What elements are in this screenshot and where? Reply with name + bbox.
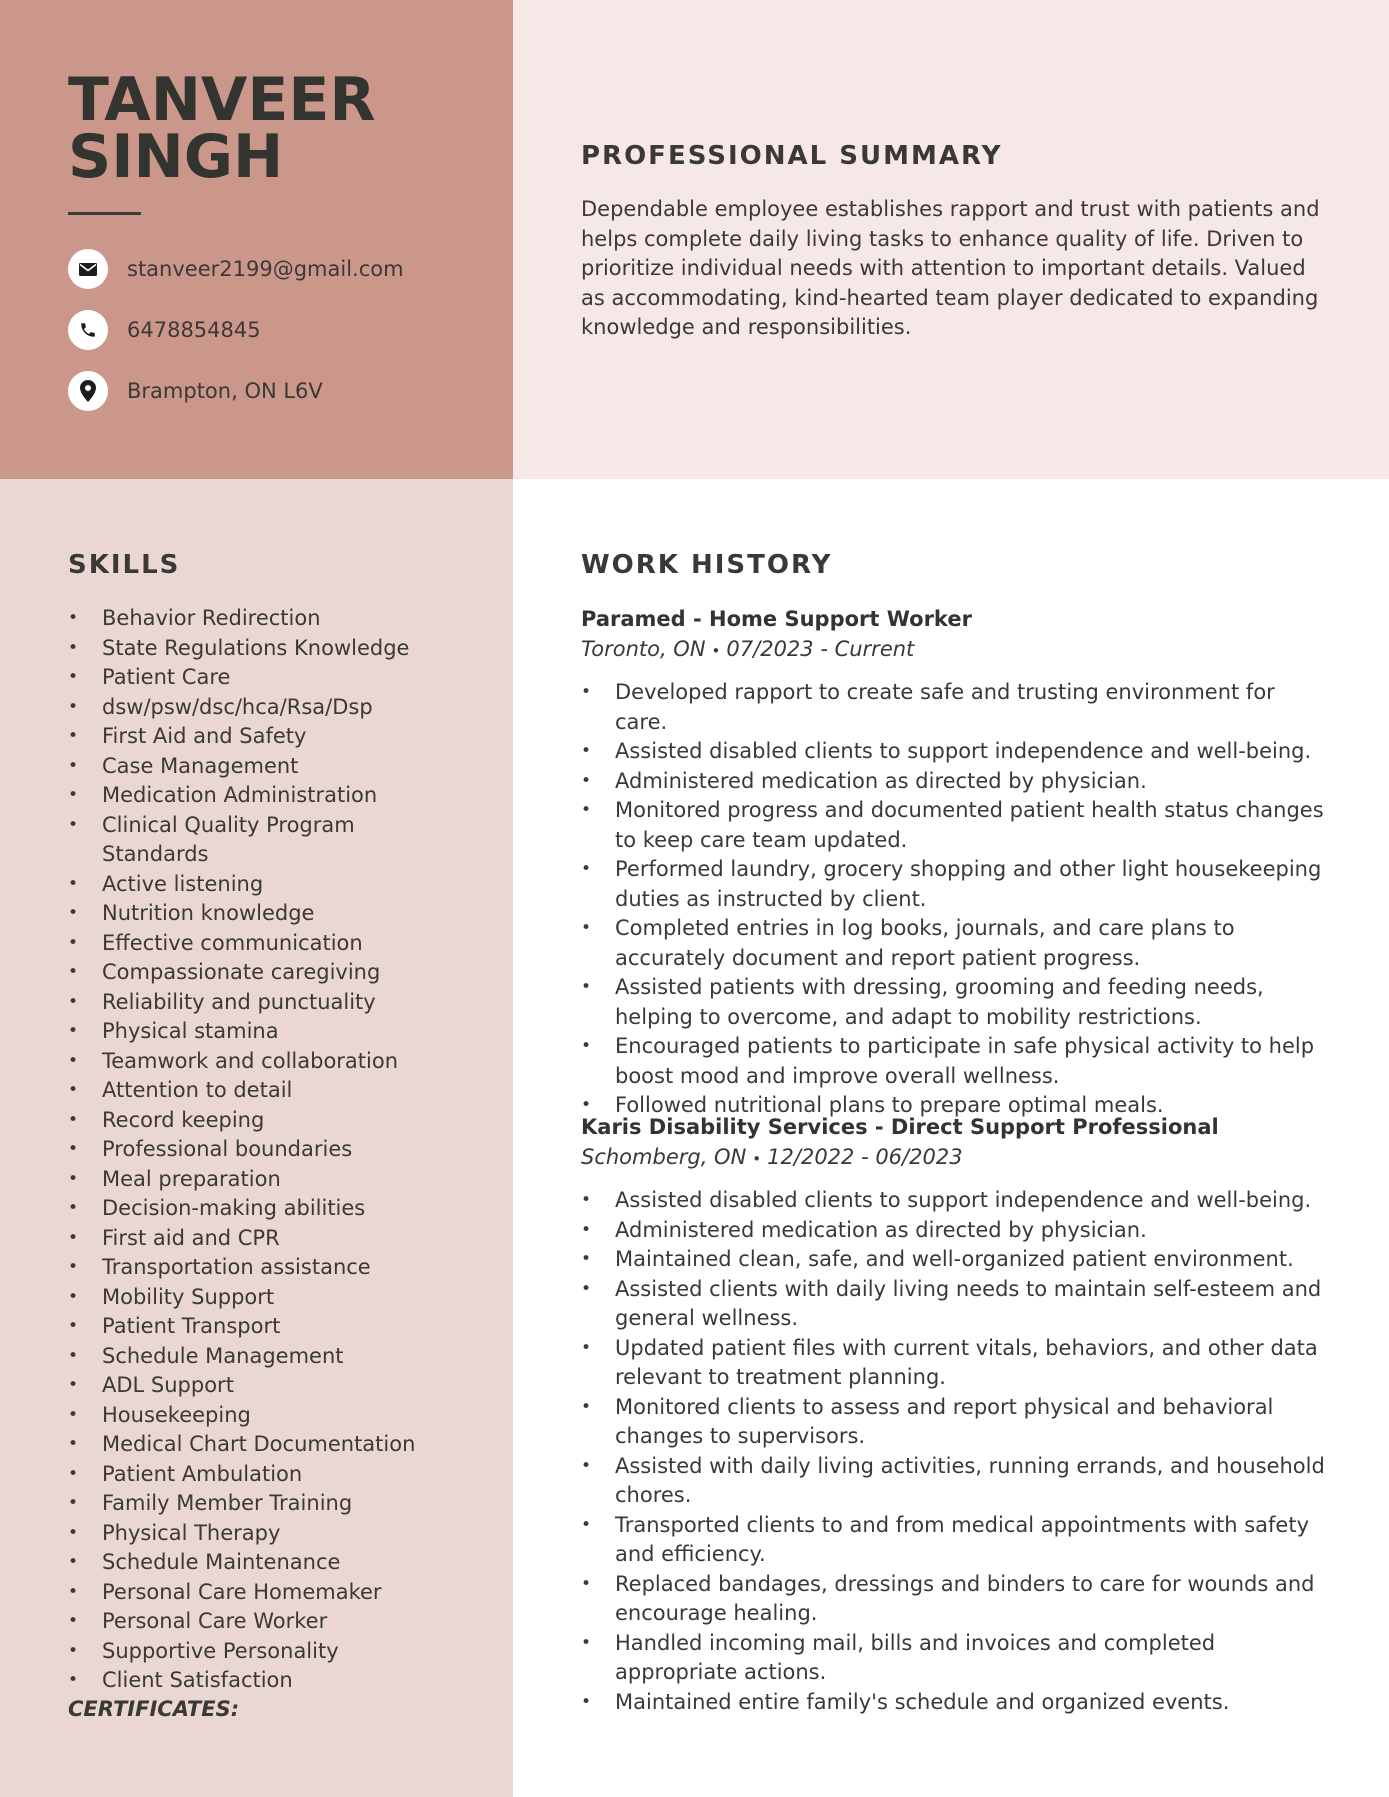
contact-phone <box>68 310 261 350</box>
job-bullet: • Developed rapport to create safe and trusting environment for care. <box>581 678 1331 737</box>
work-history-heading: WORK HISTORY <box>581 550 833 580</box>
skill-item: • First aid and CPR <box>68 1224 488 1254</box>
skill-item: • Schedule Management <box>68 1342 488 1372</box>
skill-item: • Family Member Training <box>68 1489 488 1519</box>
job-bullet: • Monitored clients to assess and report physical and behavioral changes to supervisors. <box>581 1393 1331 1452</box>
skill-item: • Personal Care Worker <box>68 1607 488 1637</box>
job-location: Schomberg, ON <box>581 1145 747 1169</box>
envelope-icon <box>68 249 108 289</box>
skills-list <box>68 604 488 1696</box>
job-bullet: • Administered medication as directed by physician. <box>581 1216 1331 1246</box>
summary-text: Dependable employee establishes rapport and trust with patients and helps complete daily living tasks to enhance quality of life. Driven to prioritize individual needs with attention to important details. Valued as accommodating, kind-hearted team player dedicated to expanding knowledge and responsibilities. <box>581 197 1320 339</box>
job-bullet: • Completed entries in log books, journals, and care plans to accurately document and report patient progress. <box>581 914 1331 973</box>
skill-item: • Effective communication <box>68 929 488 959</box>
job-bullet: • Updated patient files with current vitals, behaviors, and other data relevant to treatment planning. <box>581 1334 1331 1393</box>
job-location: Toronto, ON <box>581 637 706 661</box>
skill-item: • Medication Administration <box>68 781 488 811</box>
job-dates: 12/2022 - 06/2023 <box>767 1145 963 1169</box>
skill-item: • Professional boundaries <box>68 1135 488 1165</box>
job-dates: 07/2023 - Current <box>726 637 915 661</box>
skills-heading: SKILLS <box>68 550 181 580</box>
meta-separator: • <box>752 1150 762 1168</box>
skill-item: • Patient Transport <box>68 1312 488 1342</box>
skill-item: • Compassionate caregiving <box>68 958 488 988</box>
email-text[interactable]: stanveer2199@gmail.com <box>127 257 404 281</box>
skill-item: • Patient Ambulation <box>68 1460 488 1490</box>
name-last: SINGH <box>68 122 284 192</box>
job-bullet: • Replaced bandages, dressings and binders to care for wounds and encourage healing. <box>581 1570 1331 1629</box>
job-title: Paramed - Home Support Worker <box>581 607 972 631</box>
skill-item: • Personal Care Homemaker <box>68 1578 488 1608</box>
meta-separator: • <box>711 642 721 660</box>
contact-location <box>68 371 323 411</box>
job-bullet: • Assisted disabled clients to support independence and well-being. <box>581 737 1331 767</box>
skill-item: • Record keeping <box>68 1106 488 1136</box>
job-meta <box>581 1142 1331 1174</box>
location-text: Brampton, ON L6V <box>127 379 323 403</box>
job-bullet: • Assisted disabled clients to support independence and well-being. <box>581 1186 1331 1216</box>
skill-item: • State Regulations Knowledge <box>68 634 488 664</box>
skill-item: • Case Management <box>68 752 488 782</box>
skill-item: • First Aid and Safety <box>68 722 488 752</box>
phone-icon <box>68 310 108 350</box>
name-divider <box>68 212 141 215</box>
job-meta <box>581 634 1331 666</box>
certificates-heading: CERTIFICATES: <box>68 1697 240 1721</box>
skill-item: • Patient Care <box>68 663 488 693</box>
job-bullet: • Performed laundry, grocery shopping and other light housekeeping duties as instructed by client. <box>581 855 1331 914</box>
skill-item: • Meal preparation <box>68 1165 488 1195</box>
skill-item: • Teamwork and collaboration <box>68 1047 488 1077</box>
job-bullet: • Transported clients to and from medical appointments with safety and efficiency. <box>581 1511 1331 1570</box>
skill-item: • Behavior Redirection <box>68 604 488 634</box>
job-bullet: • Encouraged patients to participate in safe physical activity to help boost mood and improve overall wellness. <box>581 1032 1331 1091</box>
job-bullet: • Maintained clean, safe, and well-organized patient environment. <box>581 1245 1331 1275</box>
job-bullets <box>581 1186 1331 1717</box>
skill-item: • Physical stamina <box>68 1017 488 1047</box>
job-bullets <box>581 678 1331 1121</box>
phone-text[interactable]: 6478854845 <box>127 318 261 342</box>
contact-email <box>68 249 404 289</box>
skill-item: • Attention to detail <box>68 1076 488 1106</box>
skill-item: • Mobility Support <box>68 1283 488 1313</box>
skill-item: • Active listening <box>68 870 488 900</box>
skill-item: • dsw/psw/dsc/hca/Rsa/Dsp <box>68 693 488 723</box>
job-bullet: • Assisted clients with daily living needs to maintain self-esteem and general wellness. <box>581 1275 1331 1334</box>
job-title: Karis Disability Services - Direct Support Professional <box>581 1115 1219 1139</box>
job-bullet: • Monitored progress and documented patient health status changes to keep care team updated. <box>581 796 1331 855</box>
skill-item: • Transportation assistance <box>68 1253 488 1283</box>
job-entry <box>581 604 1331 1121</box>
skill-item: • Clinical Quality Program Standards <box>68 811 362 870</box>
name-first: TANVEER <box>68 65 376 135</box>
skill-item: • Decision-making abilities <box>68 1194 488 1224</box>
skill-item: • Nutrition knowledge <box>68 899 488 929</box>
skill-item: • Schedule Maintenance <box>68 1548 488 1578</box>
job-entry <box>581 1112 1331 1717</box>
job-bullet: • Assisted patients with dressing, grooming and feeding needs, helping to overcome, and adapt to mobility restrictions. <box>581 973 1331 1032</box>
location-pin-icon <box>68 371 108 411</box>
job-bullet: • Administered medication as directed by physician. <box>581 767 1331 797</box>
summary-heading: PROFESSIONAL SUMMARY <box>581 141 1003 171</box>
skill-item: • Supportive Personality <box>68 1637 488 1667</box>
skill-item: • Medical Chart Documentation <box>68 1430 488 1460</box>
job-bullet: • Handled incoming mail, bills and invoices and completed appropriate actions. <box>581 1629 1331 1688</box>
skill-item: • Physical Therapy <box>68 1519 488 1549</box>
job-bullet: • Assisted with daily living activities, running errands, and household chores. <box>581 1452 1331 1511</box>
skill-item: • Housekeeping <box>68 1401 488 1431</box>
skill-item: • Client Satisfaction <box>68 1666 488 1696</box>
skill-item: • ADL Support <box>68 1371 488 1401</box>
skill-item: • Reliability and punctuality <box>68 988 488 1018</box>
job-bullet: • Followed nutritional plans to prepare optimal meals. <box>581 1091 1331 1121</box>
job-bullet: • Maintained entire family's schedule and organized events. <box>581 1688 1331 1718</box>
